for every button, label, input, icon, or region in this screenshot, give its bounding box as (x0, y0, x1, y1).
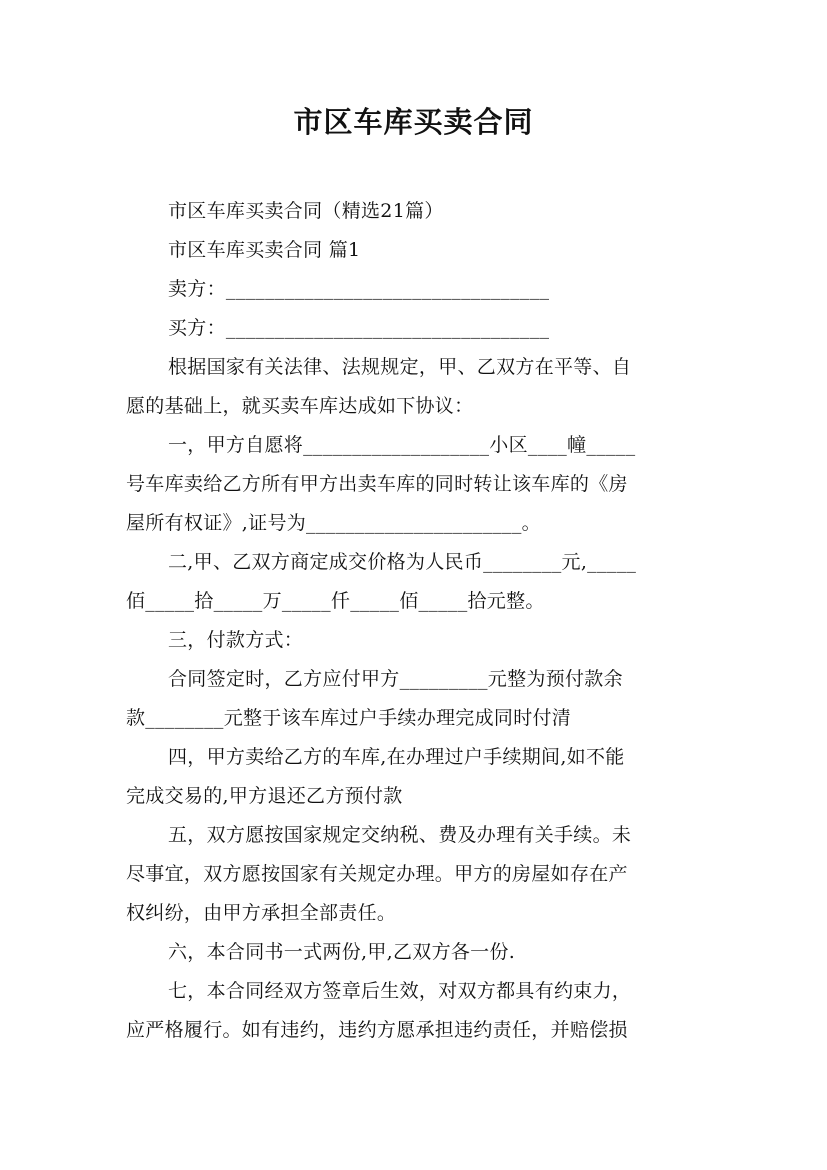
clause-6-line: 六，本合同书一式两份,甲,乙双方各一份. (168, 941, 516, 963)
clause-4-line: 完成交易的,甲方退还乙方预付款 (126, 785, 403, 807)
clause-5-line: 尽事宜，双方愿按国家有关规定办理。甲方的房屋如存在产 (126, 863, 628, 885)
clause-2-line: 二,甲、乙双方商定成交价格为人民币________元,_____ (168, 551, 637, 573)
clause-3-line: 款________元整于该车库过户手续办理完成同时付清 (126, 707, 572, 729)
clause-7-line: 七，本合同经双方签章后生效，对双方都具有约束力， (168, 980, 632, 1002)
clause-5-line: 五，双方愿按国家规定交纳税、费及办理有关手续。未 (168, 824, 632, 846)
clause-3-heading: 三，付款方式： (168, 629, 304, 651)
subtitle-line: 市区车库买卖合同（精选21篇） (168, 200, 444, 222)
clause-4-line: 四，甲方卖给乙方的车库,在办理过户手续期间,如不能 (168, 746, 625, 768)
clause-1-line: 屋所有权证》,证号为______________________。 (126, 512, 541, 534)
clause-1-line: 一，甲方自愿将___________________小区____幢_____ (168, 434, 636, 456)
clause-3-line: 合同签定时，乙方应付甲方_________元整为预付款余 (168, 668, 623, 690)
clause-1-line: 号车库卖给乙方所有甲方出卖车库的同时转让该车库的《房 (126, 473, 628, 495)
paragraph-line: 根据国家有关法律、法规规定，甲、乙双方在平等、自 (168, 356, 632, 378)
clause-7-line: 应严格履行。如有违约，违约方愿承担违约责任，并赔偿损 (126, 1019, 628, 1041)
document-title: 市区车库买卖合同 (293, 105, 534, 139)
seller-line: 卖方：_________________________________ (168, 278, 550, 300)
clause-2-line: 佰_____拾_____万_____仟_____佰_____拾元整。 (126, 590, 545, 612)
buyer-line: 买方：_________________________________ (168, 317, 550, 339)
paragraph-line: 愿的基础上，就买卖车库达成如下协议： (126, 395, 474, 417)
clause-5-line: 权纠纷，由甲方承担全部责任。 (126, 902, 397, 924)
section-heading: 市区车库买卖合同 篇1 (168, 239, 361, 261)
